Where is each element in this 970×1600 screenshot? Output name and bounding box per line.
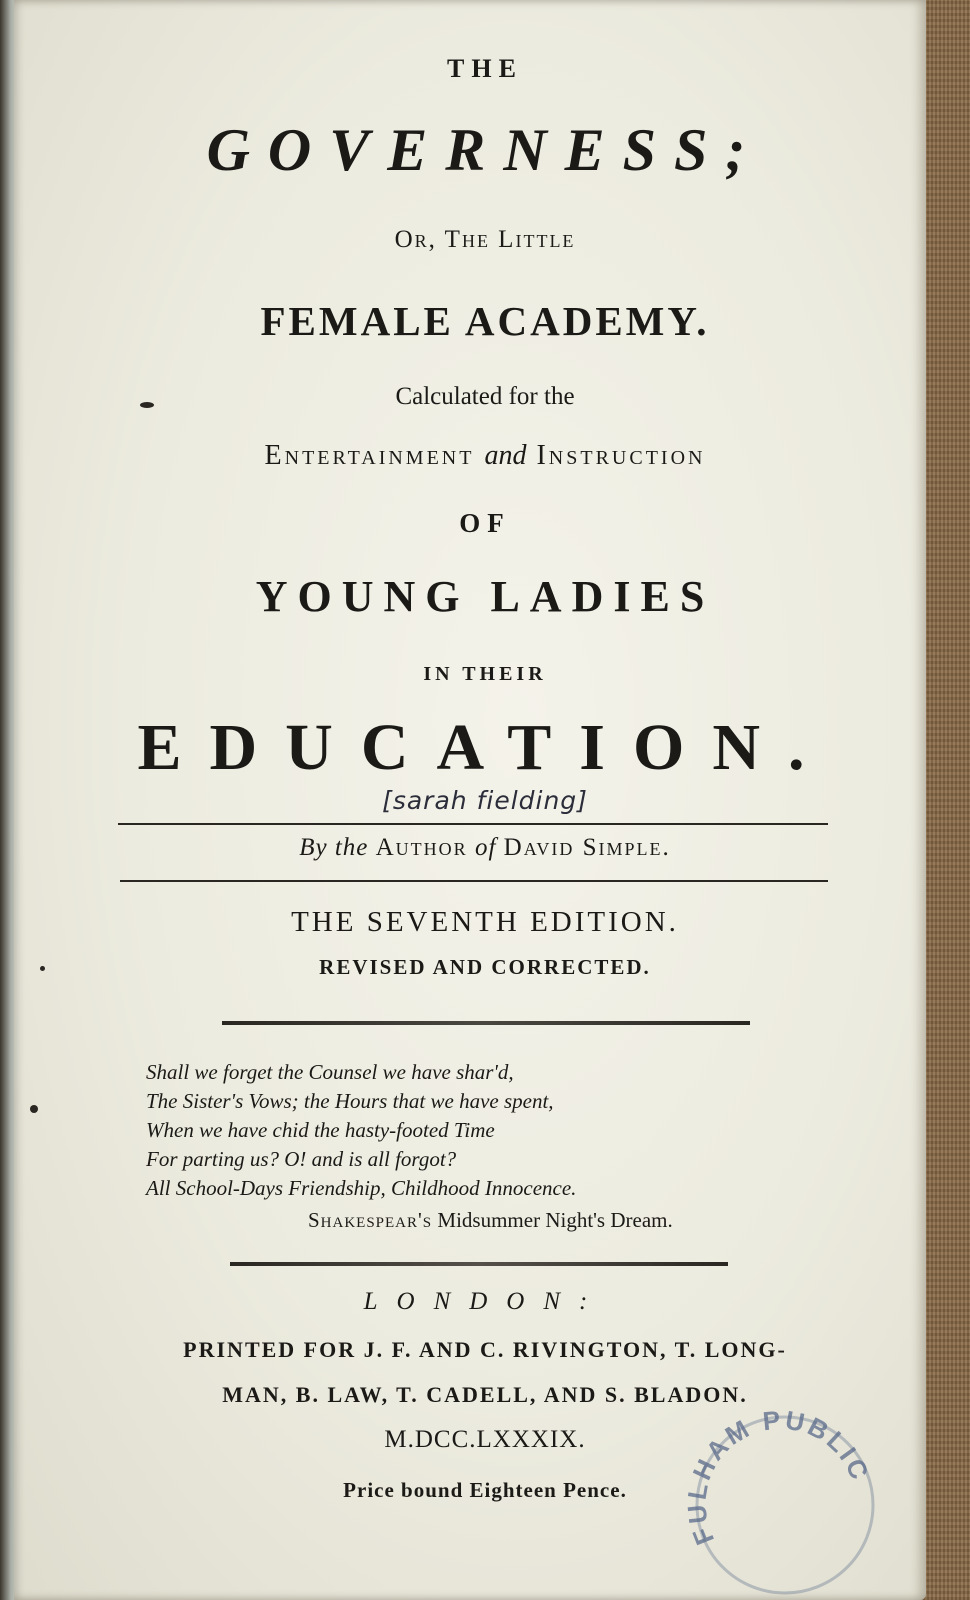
title-the: THE <box>447 54 523 83</box>
divider-rule <box>118 823 828 825</box>
calculated-line: Calculated for the <box>395 383 575 410</box>
stamp-text: FULHAM PUBLIC <box>681 1404 876 1550</box>
author-word: Author <box>375 834 468 861</box>
ornamental-rule <box>222 1021 750 1025</box>
divider-rule <box>120 880 828 882</box>
of-word: of <box>474 834 497 861</box>
imprint-price: Price bound Eighteen Pence. <box>343 1478 627 1502</box>
instruction-word: Instruction <box>536 440 706 471</box>
handwritten-author-note: [sarah fielding] <box>382 786 588 815</box>
paper-speck <box>140 402 154 408</box>
entertainment-line <box>0 440 970 472</box>
title-governess: GOVERNESS; <box>206 117 764 183</box>
young-ladies-line: YOUNG LADIES <box>255 572 715 621</box>
and-word: and <box>484 440 527 471</box>
epigraph-verse <box>146 1058 866 1203</box>
verse-line: All School-Days Friendship, Childhood Innocence. <box>146 1176 577 1200</box>
revised-line: REVISED AND CORRECTED. <box>319 955 651 979</box>
education-line: EDUCATION. <box>137 711 833 784</box>
ornamental-rule <box>230 1262 728 1266</box>
epigraph-attribution <box>308 1208 673 1233</box>
library-stamp <box>680 1390 890 1600</box>
svg-text:FULHAM PUBLIC <box>681 1404 876 1549</box>
verse-line: The Sister's Vows; the Hours that we have spent, <box>146 1089 554 1113</box>
subtitle-female-academy: FEMALE ACADEMY. <box>260 298 710 344</box>
david-simple-text: David Simple. <box>503 834 671 861</box>
imprint-printers-line-2: MAN, B. LAW, T. CADELL, AND S. BLADON. <box>222 1382 748 1407</box>
subtitle-or-the-little: Or, The Little <box>394 226 576 253</box>
edition-line: THE SEVENTH EDITION. <box>291 906 679 938</box>
verse-line: For parting us? O! and is all forgot? <box>146 1147 457 1171</box>
imprint-date: M.DCC.LXXXIX. <box>384 1426 586 1453</box>
attribution-author: Shakespear's <box>308 1208 433 1232</box>
attribution-work: Midsummer Night's Dream. <box>437 1208 673 1232</box>
verse-line: When we have chid the hasty-footed Time <box>146 1118 495 1142</box>
imprint-city: LONDON: <box>363 1288 607 1315</box>
by-the-text: By the <box>299 834 369 861</box>
of-line: OF <box>459 508 511 538</box>
entertainment-word: Entertainment <box>264 440 475 471</box>
author-line <box>0 834 970 862</box>
paper-speck <box>30 1105 38 1113</box>
verse-line: Shall we forget the Counsel we have shar'd, <box>146 1060 514 1084</box>
in-their-line: IN THEIR <box>423 663 547 685</box>
paper-speck <box>40 966 45 971</box>
imprint-printers-line-1: PRINTED FOR J. F. AND C. RIVINGTON, T. LONG- <box>183 1337 787 1362</box>
